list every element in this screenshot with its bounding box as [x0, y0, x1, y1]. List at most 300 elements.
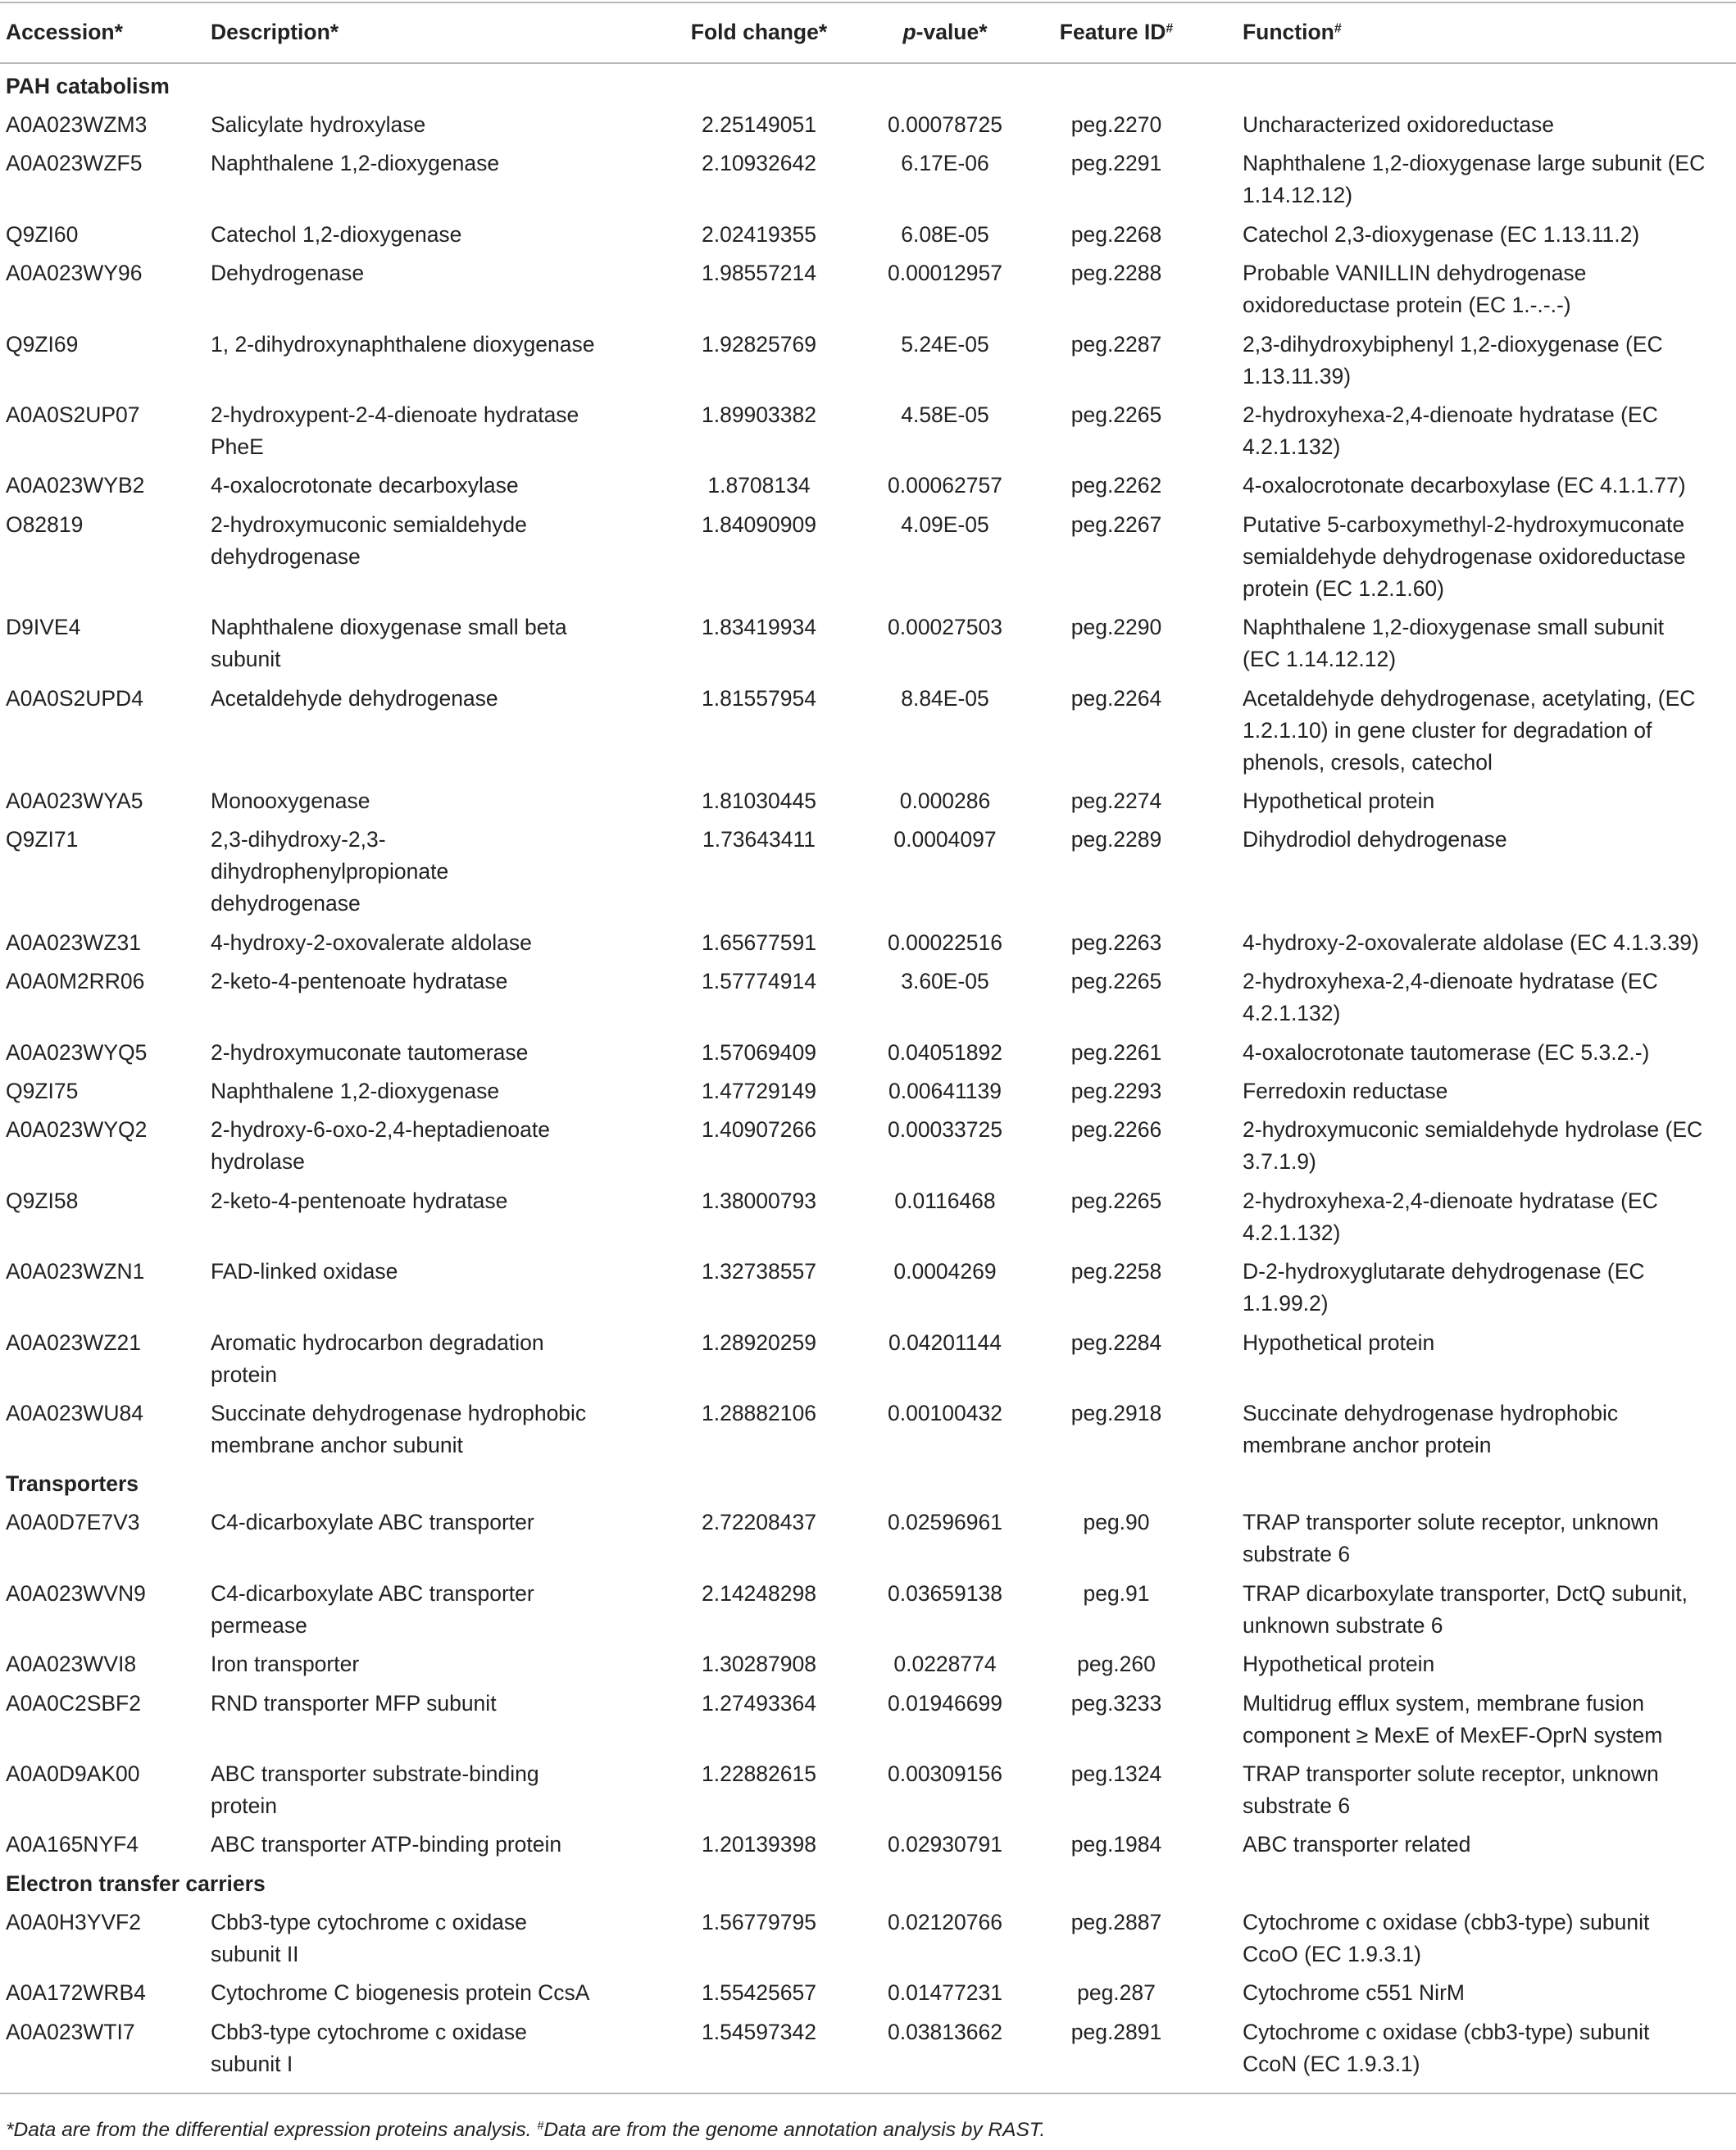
- function-line: Probable VANILLIN dehydrogenase: [1243, 261, 1587, 286]
- fold-change-cell: 1.28882106: [701, 1401, 816, 1425]
- function-line: ABC transporter related: [1243, 1832, 1471, 1857]
- table-row: [0, 1327, 1736, 1391]
- function-cell: [1243, 1398, 1618, 1461]
- accession-cell: A0A0H3YVF2: [6, 1909, 141, 1934]
- function-cell: [1243, 1688, 1662, 1752]
- function-line: 1.13.11.39): [1243, 363, 1352, 389]
- function-cell: [1243, 148, 1705, 211]
- accession-cell: A0A0D7E7V3: [6, 1510, 140, 1535]
- header-p-value: p-value*: [902, 20, 988, 44]
- accession-cell: A0A023WYB2: [6, 473, 145, 498]
- header-fold-change: Fold change*: [690, 20, 828, 44]
- function-cell: [1243, 1037, 1649, 1069]
- description-line: protein: [211, 1361, 278, 1387]
- function-line: 2-hydroxymuconic semialdehyde hydrolase (EC: [1243, 1117, 1703, 1143]
- table-row: [0, 329, 1736, 393]
- description-line: 2-hydroxypent-2-4-dienoate hydratase: [211, 402, 579, 427]
- function-cell: [1243, 1977, 1465, 2009]
- function-line: protein (EC 1.2.1.60): [1243, 575, 1444, 601]
- description-cell: [211, 1256, 398, 1288]
- feature-id-cell: peg.91: [1083, 1580, 1150, 1606]
- table-row: [0, 1829, 1736, 1861]
- function-cell: [1243, 2016, 1649, 2080]
- accession-cell: A0A023WZM3: [6, 112, 148, 137]
- feature-id-cell: peg.2261: [1070, 1039, 1162, 1065]
- table-row: [0, 2016, 1736, 2080]
- table-row: [0, 257, 1736, 321]
- function-cell: [1243, 1185, 1658, 1249]
- table-header: [0, 0, 1736, 62]
- accession-cell: Q9ZI71: [6, 827, 79, 852]
- function-line: 4.2.1.132): [1243, 1001, 1341, 1026]
- feature-id-cell: peg.2293: [1070, 1079, 1162, 1103]
- function-cell: [1243, 1327, 1434, 1359]
- function-line: 4-oxalocrotonate tautomerase (EC 5.3.2.-): [1243, 1039, 1650, 1065]
- section-title: PAH catabolism: [6, 74, 170, 98]
- feature-id-cell: peg.90: [1083, 1510, 1150, 1535]
- p-value-cell: 0.0228774: [893, 1652, 997, 1677]
- fold-change-cell: 1.81557954: [701, 685, 816, 711]
- p-value-cell: 0.0116468: [894, 1188, 996, 1213]
- feature-id-cell: peg.2289: [1070, 827, 1162, 852]
- description-line: Aromatic hydrocarbon degradation: [211, 1330, 544, 1355]
- description-line: 1, 2-dihydroxynaphthalene dioxygenase: [211, 331, 595, 357]
- description-cell: [211, 1185, 507, 1217]
- function-cell: [1243, 1507, 1659, 1570]
- function-line: 4.2.1.132): [1243, 1220, 1341, 1245]
- p-value-cell: 0.00033725: [887, 1117, 1002, 1143]
- description-cell: [211, 1977, 589, 2009]
- feature-id-cell: peg.2258: [1070, 1259, 1162, 1284]
- feature-id-cell: peg.287: [1077, 1980, 1156, 2006]
- function-line: 1.2.1.10) in gene cluster for degradation of: [1243, 717, 1652, 743]
- accession-cell: Q9ZI58: [6, 1188, 79, 1213]
- accession-cell: A0A0S2UPD4: [6, 685, 143, 711]
- accession-cell: A0A0S2UP07: [6, 402, 140, 427]
- p-value-cell: 0.0004269: [893, 1259, 997, 1284]
- function-line: Multidrug efflux system, membrane fusion: [1243, 1690, 1644, 1716]
- feature-id-cell: peg.2291: [1070, 151, 1162, 176]
- fold-change-cell: 1.83419934: [701, 615, 816, 640]
- section-header: [0, 70, 1736, 102]
- function-line: phenols, cresols, catechol: [1243, 749, 1493, 775]
- fold-change-cell: 1.20139398: [701, 1832, 816, 1857]
- p-value-cell: 0.00641139: [888, 1079, 1002, 1103]
- function-cell: [1243, 927, 1699, 959]
- accession-cell: Q9ZI69: [6, 331, 79, 357]
- section-title: Electron transfer carriers: [6, 1870, 266, 1896]
- description-line: Naphthalene dioxygenase small beta: [211, 615, 567, 640]
- description-line: 4-hydroxy-2-oxovalerate aldolase: [211, 930, 532, 955]
- description-cell: [211, 470, 519, 502]
- table-row: [0, 1037, 1736, 1069]
- accession-cell: A0A0D9AK00: [6, 1761, 140, 1786]
- function-line: component ≥ MexE of MexEF-OprN system: [1243, 1722, 1663, 1748]
- function-cell: [1243, 399, 1658, 463]
- function-cell: [1243, 257, 1586, 321]
- function-cell: [1243, 1907, 1649, 1970]
- function-cell: [1243, 109, 1554, 141]
- description-line: 2-hydroxy-6-oxo-2,4-heptadienoate: [211, 1117, 550, 1143]
- feature-id-cell: peg.2262: [1070, 473, 1162, 498]
- p-value-cell: 0.04201144: [888, 1330, 1002, 1355]
- header-accession: Accession*: [6, 20, 123, 44]
- function-line: 4-hydroxy-2-oxovalerate aldolase (EC 4.1.3.39): [1243, 930, 1699, 955]
- description-cell: [211, 1648, 359, 1680]
- accession-cell: A0A023WYA5: [6, 789, 143, 813]
- section-header: [0, 1868, 1736, 1900]
- section-title: Transporters: [6, 1471, 139, 1497]
- p-value-cell: 0.00027503: [887, 615, 1002, 640]
- accession-cell: D9IVE4: [6, 615, 81, 640]
- p-value-cell: 0.03659138: [887, 1580, 1002, 1606]
- header-rule: [0, 62, 1736, 64]
- feature-id-cell: peg.260: [1077, 1652, 1156, 1677]
- description-line: 2,3-dihydroxy-2,3-: [211, 827, 386, 852]
- feature-id-cell: peg.2264: [1070, 685, 1162, 711]
- accession-cell: A0A0M2RR06: [6, 969, 145, 994]
- accession-cell: Q9ZI60: [6, 221, 79, 247]
- function-line: Hypothetical protein: [1243, 1330, 1435, 1355]
- fold-change-cell: 1.30287908: [701, 1652, 816, 1677]
- description-cell: [211, 399, 579, 463]
- function-line: CcoN (EC 1.9.3.1): [1243, 2051, 1420, 2076]
- feature-id-cell: peg.2266: [1070, 1117, 1162, 1143]
- description-line: dehydrogenase: [211, 543, 361, 569]
- feature-id-cell: peg.2265: [1070, 402, 1162, 427]
- accession-cell: O82819: [6, 511, 84, 537]
- fold-change-cell: 1.84090909: [701, 511, 816, 537]
- accession-cell: A0A0C2SBF2: [6, 1690, 141, 1716]
- table-row: [0, 1648, 1736, 1680]
- description-line: Iron transporter: [211, 1652, 360, 1677]
- fold-change-cell: 1.32738557: [701, 1259, 816, 1284]
- description-cell: [211, 509, 527, 573]
- function-cell: [1243, 824, 1507, 856]
- fold-change-cell: 1.55425657: [701, 1980, 816, 2006]
- function-line: Dihydrodiol dehydrogenase: [1243, 827, 1507, 852]
- fold-change-cell: 1.28920259: [701, 1330, 816, 1355]
- description-line: dihydrophenylpropionate: [211, 859, 449, 884]
- description-line: Salicylate hydroxylase: [211, 112, 426, 137]
- feature-id-cell: peg.2918: [1070, 1401, 1162, 1425]
- p-value-cell: 0.00309156: [887, 1761, 1002, 1786]
- description-cell: [211, 2016, 527, 2080]
- p-value-cell: 0.000286: [899, 789, 991, 813]
- description-line: hydrolase: [211, 1149, 305, 1175]
- fold-change-cell: 1.81030445: [701, 789, 816, 813]
- description-line: Naphthalene 1,2-dioxygenase: [211, 151, 500, 176]
- feature-id-cell: peg.2270: [1070, 112, 1162, 137]
- fold-change-cell: 1.27493364: [701, 1690, 816, 1716]
- function-line: 2-hydroxyhexa-2,4-dienoate hydratase (EC: [1243, 969, 1658, 994]
- description-line: ABC transporter substrate-binding: [211, 1761, 539, 1786]
- fold-change-cell: 1.89903382: [701, 402, 816, 427]
- accession-cell: A0A023WVI8: [6, 1652, 137, 1677]
- description-cell: [211, 785, 370, 817]
- table-row: [0, 1185, 1736, 1249]
- table-row: [0, 1114, 1736, 1178]
- function-cell: [1243, 509, 1686, 605]
- description-line: ABC transporter ATP-binding protein: [211, 1832, 562, 1857]
- table-row: [0, 148, 1736, 211]
- fold-change-cell: 1.47729149: [701, 1079, 816, 1103]
- p-value-cell: 8.84E-05: [901, 685, 989, 711]
- feature-id-cell: peg.1324: [1070, 1761, 1162, 1786]
- description-cell: [211, 109, 425, 141]
- function-cell: [1243, 966, 1658, 1030]
- fold-change-cell: 1.57774914: [701, 969, 816, 994]
- table-row: [0, 1977, 1736, 2009]
- function-line: 2-hydroxyhexa-2,4-dienoate hydratase (EC: [1243, 1188, 1658, 1213]
- function-line: TRAP transporter solute receptor, unknown: [1243, 1510, 1659, 1535]
- fold-change-cell: 1.56779795: [701, 1909, 816, 1934]
- accession-cell: A0A023WZ21: [6, 1330, 141, 1355]
- function-line: Naphthalene 1,2-dioxygenase small subunit: [1243, 615, 1665, 640]
- function-line: Succinate dehydrogenase hydrophobic: [1243, 1401, 1619, 1425]
- table-row: [0, 1507, 1736, 1570]
- p-value-cell: 3.60E-05: [901, 969, 989, 994]
- table-row: [0, 1907, 1736, 1970]
- table-row: [0, 683, 1736, 779]
- table-row: [0, 611, 1736, 675]
- fold-change-cell: 1.40907266: [701, 1117, 816, 1143]
- section-header: [0, 1468, 1736, 1500]
- description-cell: [211, 219, 461, 251]
- function-line: Cytochrome c551 NirM: [1243, 1980, 1465, 2006]
- description-line: C4-dicarboxylate ABC transporter: [211, 1580, 534, 1606]
- accession-cell: A0A023WYQ5: [6, 1039, 148, 1065]
- p-value-cell: 4.09E-05: [901, 511, 989, 537]
- fold-change-cell: 1.54597342: [701, 2019, 816, 2044]
- description-line: FAD-linked oxidase: [211, 1259, 398, 1284]
- description-cell: [211, 1688, 497, 1720]
- description-cell: [211, 1114, 550, 1178]
- function-line: Putative 5-carboxymethyl-2-hydroxymuconate: [1243, 511, 1685, 537]
- function-cell: [1243, 219, 1639, 251]
- feature-id-cell: peg.3233: [1070, 1690, 1162, 1716]
- function-line: Ferredoxin reductase: [1243, 1079, 1448, 1103]
- feature-id-cell: peg.1984: [1070, 1832, 1162, 1857]
- function-line: Naphthalene 1,2-dioxygenase large subunit (EC: [1243, 151, 1706, 176]
- function-line: 1.1.99.2): [1243, 1291, 1329, 1316]
- description-line: 2-keto-4-pentenoate hydratase: [211, 969, 508, 994]
- accession-cell: A0A023WZ31: [6, 930, 141, 955]
- p-value-cell: 5.24E-05: [901, 331, 989, 357]
- function-line: D-2-hydroxyglutarate dehydrogenase (EC: [1243, 1259, 1645, 1284]
- fold-change-cell: 1.65677591: [701, 930, 816, 955]
- function-line: 2,3-dihydroxybiphenyl 1,2-dioxygenase (EC: [1243, 331, 1663, 357]
- header-description: Description*: [211, 20, 339, 44]
- description-cell: [211, 824, 448, 920]
- function-line: Cytochrome c oxidase (cbb3-type) subunit: [1243, 2019, 1650, 2044]
- description-cell: [211, 148, 499, 180]
- function-line: 4-oxalocrotonate decarboxylase (EC 4.1.1.77): [1243, 473, 1686, 498]
- description-cell: [211, 329, 595, 361]
- accession-cell: A0A023WY96: [6, 261, 143, 286]
- description-line: permease: [211, 1612, 307, 1638]
- description-line: RND transporter MFP subunit: [211, 1690, 497, 1716]
- function-line: semialdehyde dehydrogenase oxidoreductase: [1243, 543, 1686, 569]
- table-row: [0, 219, 1736, 251]
- description-line: dehydrogenase: [211, 891, 361, 916]
- description-cell: [211, 1037, 528, 1069]
- function-line: (EC 1.14.12.12): [1243, 647, 1397, 672]
- fold-change-cell: 1.57069409: [701, 1039, 816, 1065]
- function-cell: [1243, 785, 1434, 817]
- feature-id-cell: peg.2887: [1070, 1909, 1162, 1934]
- fold-change-cell: 2.72208437: [701, 1510, 816, 1535]
- function-line: unknown substrate 6: [1243, 1612, 1443, 1638]
- function-line: Acetaldehyde dehydrogenase, acetylating, (EC: [1243, 685, 1696, 711]
- accession-cell: A0A172WRB4: [6, 1980, 146, 2006]
- accession-cell: A0A023WVN9: [6, 1580, 146, 1606]
- feature-id-cell: peg.2290: [1070, 615, 1162, 640]
- description-cell: [211, 1327, 544, 1391]
- function-line: TRAP dicarboxylate transporter, DctQ subunit,: [1243, 1580, 1688, 1606]
- feature-id-cell: peg.2265: [1070, 969, 1162, 994]
- fold-change-cell: 1.73643411: [702, 827, 816, 852]
- description-cell: [211, 927, 532, 959]
- function-cell: [1243, 611, 1664, 675]
- description-line: subunit: [211, 647, 281, 672]
- description-line: membrane anchor subunit: [211, 1433, 463, 1457]
- feature-id-cell: peg.2274: [1070, 789, 1162, 813]
- accession-cell: Q9ZI75: [6, 1079, 79, 1103]
- p-value-cell: 0.01477231: [887, 1980, 1002, 2006]
- function-cell: [1243, 1758, 1659, 1822]
- description-cell: [211, 1829, 561, 1861]
- function-line: 3.7.1.9): [1243, 1149, 1316, 1175]
- description-line: Dehydrogenase: [211, 261, 365, 286]
- table-row: [0, 109, 1736, 141]
- table-row: [0, 399, 1736, 463]
- function-cell: [1243, 1648, 1434, 1680]
- description-line: Naphthalene 1,2-dioxygenase: [211, 1079, 500, 1103]
- function-line: membrane anchor protein: [1243, 1433, 1492, 1457]
- table-row: [0, 1758, 1736, 1822]
- feature-id-cell: peg.2265: [1070, 1188, 1162, 1213]
- function-cell: [1243, 329, 1663, 393]
- p-value-cell: 6.17E-06: [901, 151, 989, 176]
- description-line: Cbb3-type cytochrome c oxidase: [211, 2019, 527, 2044]
- fold-change-cell: 1.98557214: [701, 261, 816, 286]
- p-value-cell: 0.02120766: [887, 1909, 1002, 1934]
- header-feature-id: Feature ID#: [1059, 20, 1174, 44]
- function-line: CcoO (EC 1.9.3.1): [1243, 1941, 1421, 1966]
- p-value-cell: 0.01946699: [887, 1690, 1002, 1716]
- accession-cell: A0A023WTI7: [6, 2019, 135, 2044]
- function-cell: [1243, 683, 1695, 779]
- table-row: [0, 1075, 1736, 1107]
- function-line: Hypothetical protein: [1243, 1652, 1435, 1677]
- header-function: Function#: [1243, 20, 1342, 44]
- feature-id-cell: peg.2288: [1070, 261, 1162, 286]
- description-cell: [211, 966, 507, 998]
- description-cell: [211, 683, 498, 715]
- description-line: Succinate dehydrogenase hydrophobic: [211, 1401, 587, 1425]
- description-line: Acetaldehyde dehydrogenase: [211, 685, 498, 711]
- fold-change-cell: 1.92825769: [701, 331, 816, 357]
- p-value-cell: 6.08E-05: [901, 221, 989, 247]
- description-line: 2-hydroxymuconic semialdehyde: [211, 511, 527, 537]
- table-row: [0, 785, 1736, 817]
- fold-change-cell: 2.25149051: [701, 112, 816, 137]
- function-line: Catechol 2,3-dioxygenase (EC 1.13.11.2): [1243, 221, 1640, 247]
- p-value-cell: 0.04051892: [887, 1039, 1002, 1065]
- fold-change-cell: 2.10932642: [701, 151, 816, 176]
- table-row: [0, 509, 1736, 605]
- function-cell: [1243, 1256, 1645, 1320]
- table-row: [0, 927, 1736, 959]
- p-value-cell: 0.00078725: [887, 112, 1002, 137]
- p-value-cell: 0.00012957: [887, 261, 1002, 286]
- description-line: Cytochrome C biogenesis protein CcsA: [211, 1980, 590, 2006]
- fold-change-cell: 1.38000793: [701, 1188, 816, 1213]
- feature-id-cell: peg.2268: [1070, 221, 1162, 247]
- description-line: 2-keto-4-pentenoate hydratase: [211, 1188, 508, 1213]
- function-line: Hypothetical protein: [1243, 789, 1435, 813]
- description-line: subunit II: [211, 1941, 299, 1966]
- description-line: Monooxygenase: [211, 789, 370, 813]
- p-value-cell: 0.02596961: [887, 1510, 1002, 1535]
- function-cell: [1243, 1075, 1447, 1107]
- function-line: Uncharacterized oxidoreductase: [1243, 112, 1555, 137]
- function-cell: [1243, 470, 1686, 502]
- function-line: Cytochrome c oxidase (cbb3-type) subunit: [1243, 1909, 1650, 1934]
- accession-cell: A0A023WU84: [6, 1401, 143, 1425]
- function-line: substrate 6: [1243, 1542, 1351, 1567]
- function-cell: [1243, 1578, 1688, 1642]
- table-row: [0, 824, 1736, 920]
- function-line: 1.14.12.12): [1243, 183, 1353, 208]
- accession-cell: A0A023WZN1: [6, 1259, 145, 1284]
- feature-id-cell: peg.2891: [1070, 2019, 1162, 2044]
- p-value-cell: 0.00062757: [887, 473, 1002, 498]
- description-line: PheE: [211, 434, 264, 459]
- function-line: oxidoreductase protein (EC 1.-.-.-): [1243, 293, 1571, 318]
- function-cell: [1243, 1114, 1702, 1178]
- function-line: 2-hydroxyhexa-2,4-dienoate hydratase (EC: [1243, 402, 1658, 427]
- feature-id-cell: peg.2267: [1070, 511, 1162, 537]
- accession-cell: A0A023WZF5: [6, 151, 143, 176]
- function-cell: [1243, 1829, 1470, 1861]
- description-cell: [211, 1578, 534, 1642]
- fold-change-cell: 2.14248298: [701, 1580, 816, 1606]
- table-row: [0, 1578, 1736, 1642]
- description-cell: [211, 1075, 499, 1107]
- description-line: subunit I: [211, 2051, 293, 2076]
- feature-id-cell: peg.2287: [1070, 331, 1162, 357]
- description-cell: [211, 1907, 527, 1970]
- fold-change-cell: 1.8708134: [707, 473, 811, 498]
- bottom-rule: [0, 2093, 1736, 2094]
- table-row: [0, 1256, 1736, 1320]
- description-line: C4-dicarboxylate ABC transporter: [211, 1510, 534, 1535]
- accession-cell: A0A165NYF4: [6, 1832, 139, 1857]
- p-value-cell: 4.58E-05: [901, 402, 989, 427]
- description-cell: [211, 1507, 534, 1539]
- table-row: [0, 1398, 1736, 1461]
- description-cell: [211, 257, 364, 289]
- function-line: TRAP transporter solute receptor, unknown: [1243, 1761, 1659, 1786]
- p-value-cell: 0.0004097: [893, 827, 997, 852]
- description-line: 4-oxalocrotonate decarboxylase: [211, 473, 519, 498]
- description-cell: [211, 1758, 539, 1822]
- description-line: Cbb3-type cytochrome c oxidase: [211, 1909, 527, 1934]
- feature-id-cell: peg.2284: [1070, 1330, 1162, 1355]
- description-line: Catechol 1,2-dioxygenase: [211, 221, 462, 247]
